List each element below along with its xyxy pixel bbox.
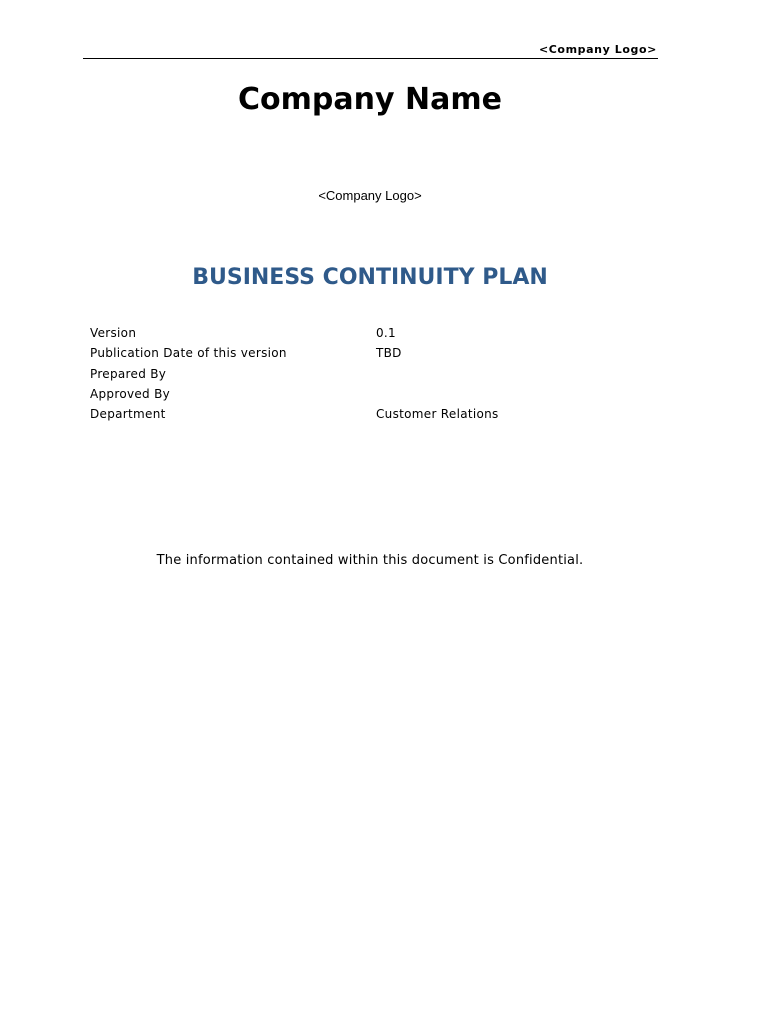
document-info-table (90, 326, 610, 427)
info-row-department (90, 407, 610, 427)
info-label: Publication Date of this version (90, 346, 287, 361)
info-value: 0.1 (376, 326, 396, 340)
info-row-prepared-by (90, 367, 610, 387)
info-label: Version (90, 326, 137, 340)
info-row-version (90, 326, 610, 346)
info-label: Approved By (90, 386, 171, 401)
info-value: TBD (376, 346, 402, 361)
info-label: Department (90, 407, 166, 422)
confidentiality-notice: The information contained within this document is Confidential. (156, 553, 584, 568)
header-divider (83, 58, 658, 59)
header-logo-placeholder: <Company Logo> (538, 43, 657, 56)
info-value: Customer Relations (376, 407, 499, 422)
company-logo-placeholder: <Company Logo> (318, 188, 422, 203)
info-row-publication-date (90, 346, 610, 366)
company-name-heading: Company Name (238, 82, 502, 117)
document-title: BUSINESS CONTINUITY PLAN (192, 265, 548, 290)
info-label: Prepared By (90, 366, 167, 381)
info-row-approved-by (90, 387, 610, 407)
